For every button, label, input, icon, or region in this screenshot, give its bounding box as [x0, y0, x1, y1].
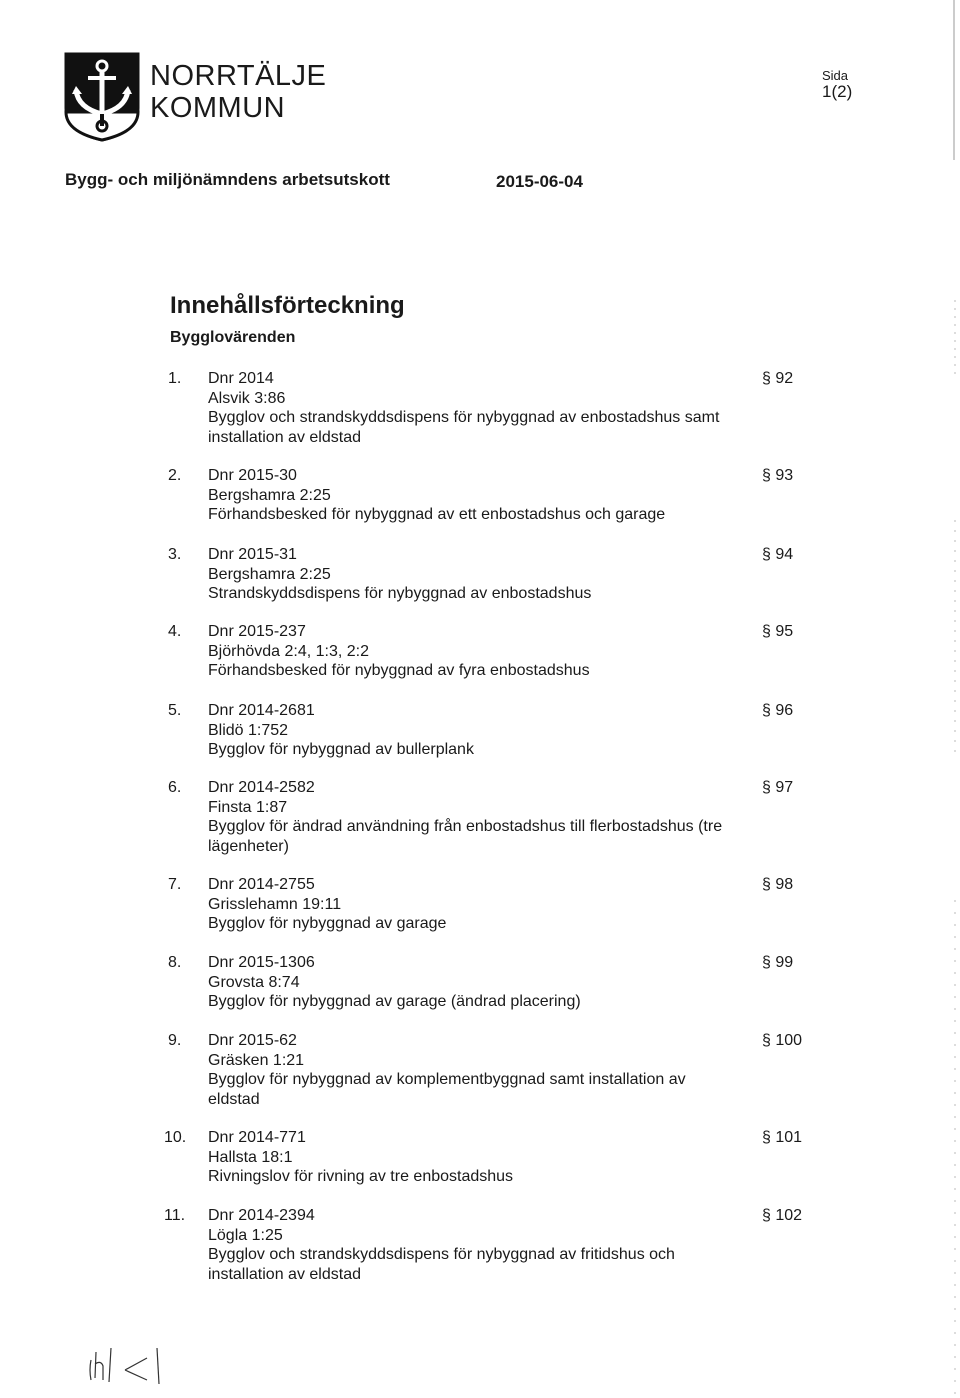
toc-item-number: 10.	[164, 1129, 187, 1146]
toc-item-paragraph: § 96	[762, 702, 794, 719]
toc-item-property: Björhövda 2:4, 1:3, 2:2	[208, 642, 369, 660]
toc-item-paragraph: § 92	[762, 370, 794, 387]
toc-item-number: 2.	[168, 467, 182, 484]
toc-item-property: Grisslehamn 19:11	[208, 895, 342, 913]
toc-item-property: Finsta 1:87	[208, 798, 288, 816]
toc-item-property: Bergshamra 2:25	[208, 486, 331, 504]
scan-edge-artifact	[946, 0, 960, 1398]
toc-item-dnr: Dnr 2014-2755	[208, 876, 315, 893]
toc-item-number: 5.	[168, 702, 182, 719]
toc-item-subject: Förhandsbesked för nybyggnad av fyra enbostadshus	[208, 662, 590, 679]
toc-item-property: Alsvik 3:86	[208, 389, 286, 407]
toc-item-property: Gräsken 1:21	[208, 1051, 305, 1069]
committee-name: Bygg- och miljönämndens arbetsutskott	[65, 170, 390, 189]
toc-item-paragraph: § 99	[762, 954, 794, 971]
toc-item-property: Lögla 1:25	[208, 1226, 283, 1244]
toc-item-paragraph: § 100	[762, 1032, 803, 1049]
toc-item-number: 9.	[168, 1032, 182, 1049]
toc-item-paragraph: § 102	[762, 1207, 803, 1224]
toc-item-subject: Bygglov för nybyggnad av komplementbyggnad samt installation av eldstad	[208, 1071, 686, 1108]
toc-item-dnr: Dnr 2014	[208, 370, 274, 387]
handwritten-initials-icon	[85, 1340, 195, 1390]
toc-item-dnr: Dnr 2015-30	[208, 467, 297, 484]
toc-item-subject: Strandskyddsdispens för nybyggnad av enbostadshus	[208, 585, 592, 602]
page-number: 1(2)	[822, 82, 853, 101]
toc-item-paragraph: § 98	[762, 876, 794, 893]
organization-name	[150, 60, 326, 124]
toc-item-paragraph: § 93	[762, 467, 794, 484]
section-heading: Bygglovärenden	[170, 329, 296, 346]
toc-item-dnr: Dnr 2014-2582	[208, 779, 315, 796]
toc-item-paragraph: § 94	[762, 546, 794, 563]
org-name-line2: KOMMUN	[150, 92, 286, 124]
toc-item-paragraph: § 95	[762, 623, 794, 640]
toc-item-subject: Bygglov och strandskyddsdispens för nybyggnad av enbostadshus samt installation av eldstad	[208, 409, 720, 446]
toc-item-property: Bergshamra 2:25	[208, 565, 331, 583]
toc-item-subject: Bygglov och strandskyddsdispens för nybyggnad av fritidshus och installation av eldstad	[208, 1246, 675, 1283]
page-title: Innehållsförteckning	[170, 292, 405, 319]
toc-item-number: 6.	[168, 779, 182, 796]
page-label: Sida	[822, 68, 849, 83]
toc-item-dnr: Dnr 2014-2394	[208, 1207, 315, 1224]
norrtalje-coat-of-arms-icon	[62, 50, 142, 142]
toc-item-subject: Förhandsbesked för nybyggnad av ett enbostadshus och garage	[208, 506, 666, 523]
toc-item-paragraph: § 101	[762, 1129, 803, 1146]
toc-item-subject: Bygglov för nybyggnad av garage	[208, 915, 447, 932]
toc-item-number: 7.	[168, 876, 182, 893]
toc-item-dnr: Dnr 2015-1306	[208, 954, 315, 971]
toc-item-property: Blidö 1:752	[208, 721, 289, 739]
toc-item-subject: Bygglov för nybyggnad av garage (ändrad placering)	[208, 993, 581, 1010]
toc-item-property: Hallsta 18:1	[208, 1148, 293, 1166]
toc-item-dnr: Dnr 2014-771	[208, 1129, 306, 1146]
toc-item-property: Grovsta 8:74	[208, 973, 300, 991]
toc-item-subject: Bygglov för ändrad användning från enbostadshus till flerbostadshus (tre lägenheter)	[208, 818, 723, 855]
toc-item-paragraph: § 97	[762, 779, 794, 796]
toc-item-subject: Rivningslov för rivning av tre enbostadshus	[208, 1168, 514, 1185]
toc-item-subject: Bygglov för nybyggnad av bullerplank	[208, 741, 474, 758]
toc-item-number: 8.	[168, 954, 182, 971]
toc-item-dnr: Dnr 2015-62	[208, 1032, 297, 1049]
toc-item-dnr: Dnr 2014-2681	[208, 702, 315, 719]
toc-item-dnr: Dnr 2015-237	[208, 623, 306, 640]
org-name-line1: NORRTÄLJE	[150, 60, 327, 92]
toc-item-number: 4.	[168, 623, 182, 640]
toc-item-dnr: Dnr 2015-31	[208, 546, 297, 563]
toc-item-number: 3.	[168, 546, 182, 563]
toc-item-number: 1.	[168, 370, 182, 387]
meeting-date: 2015-06-04	[496, 172, 583, 191]
toc-item-number: 11.	[164, 1207, 186, 1224]
